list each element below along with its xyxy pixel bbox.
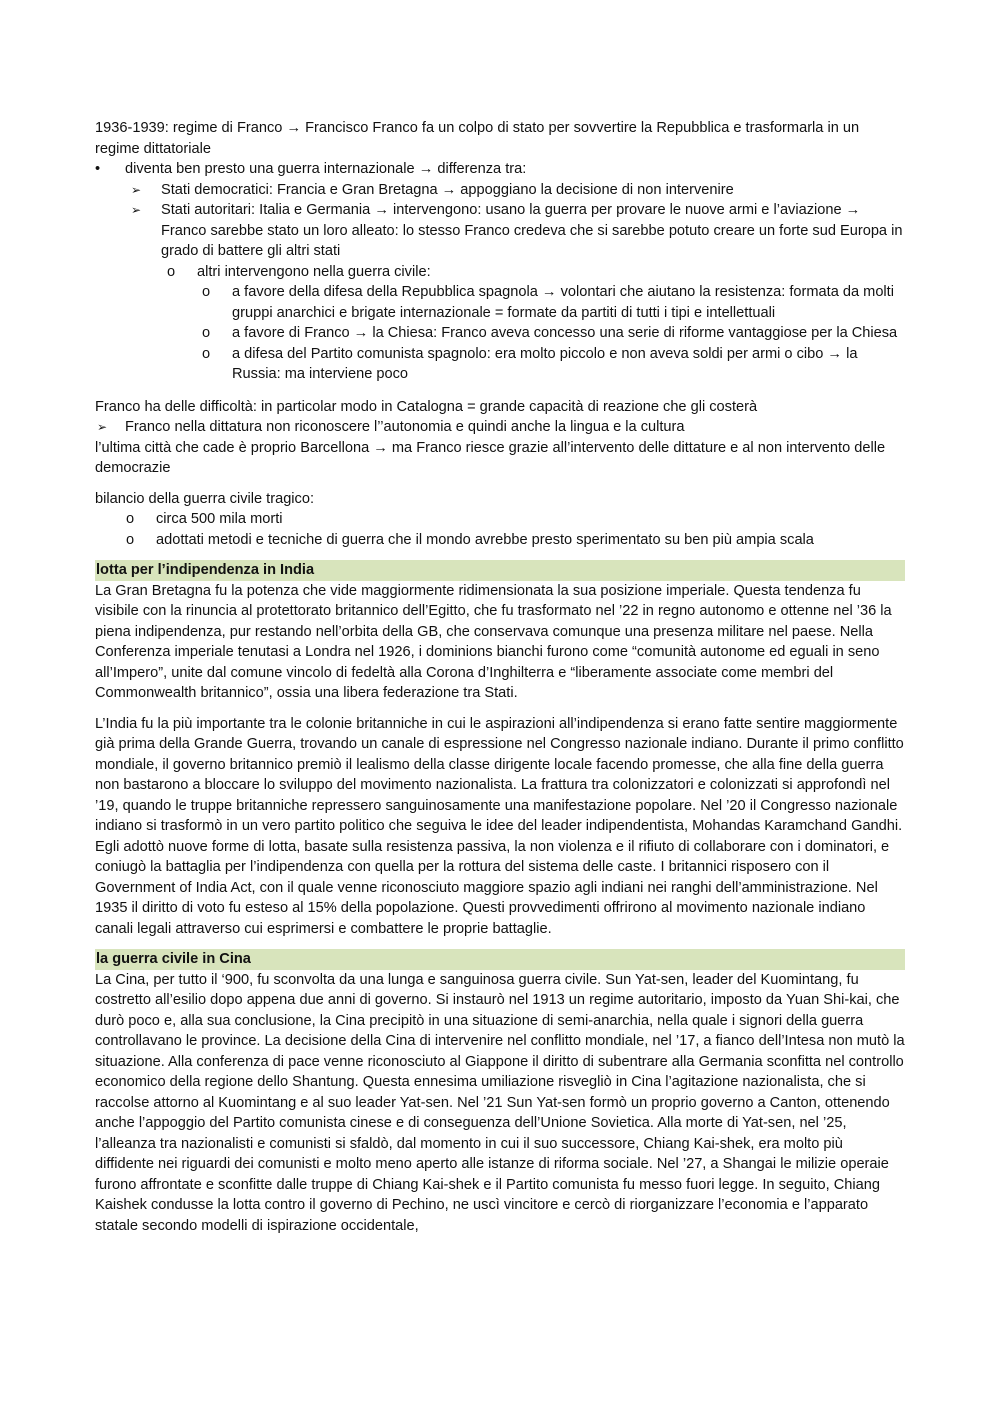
barcellona-paragraph: l’ultima città che cade è proprio Barcellona → ma Franco riesce grazie all’intervento delle dittature e al non intervento delle democrazie [95,439,886,476]
circle-list-item [95,344,905,385]
circle-list-item [95,509,905,530]
circle-bullet-icon: o [126,531,135,548]
arrowhead-bullet-icon: ➢ [131,182,142,197]
list-item-text: Stati democratici: Francia e Gran Bretagna → appoggiano la decisione di non intervenire [161,181,734,198]
circle-bullet-icon: o [167,263,176,280]
circle-bullet-icon: o [126,511,135,527]
list-item-text: a difesa del Partito comunista spagnolo: era molto piccolo e non aveva soldi per armi o cibo → la Russia: ma interviene poco [232,345,858,382]
arrowhead-bullet-icon: ➢ [97,420,108,434]
india-paragraph-1: La Gran Bretagna fu la potenza che vide maggiormente ridimensionata la sua posizione imperiale. Questa tendenza fu visibile con la rinuncia al protettorato britannico dell’Egitto, che fu trasformato nel ’22 in regno autonomo e ottenne nel ’36 la piena indipendenza, pur restando nell’orbita della GB, che conservava comunque una presenza militare nel paese. Nella Conferenza imperiale tenutasi a Londra nel 1926, i dominions bianchi furono come “comunità autonome ed eguali in seno all’Impero”, unite dal comune vincolo di fedeltà alla Corona d’Inghilterra e “liberamente associate come membri del Commonwealth britannico”, ossia una libera federazione tra Stati. [95,582,892,701]
list-item-text: a favore della difesa della Repubblica spagnola → volontari che aiutano la resistenza: formata da molti gruppi anarchici e brigate internazionale = formate da partiti di tutti i tipi e intellettuali [232,284,894,321]
circle-list-item [95,530,905,551]
document-page [95,118,905,1236]
list-item-text: adottati metodi e tecniche di guerra che il mondo avrebbe presto sperimentato su ben più ampia scala [156,531,814,548]
arrow-list-item [95,180,905,201]
section-heading-india: lotta per l’indipendenza in India [95,560,905,581]
intro-paragraph: 1936-1939: regime di Franco → Francisco Franco fa un colpo di stato per sovvertire la Repubblica e trasformarla in un regime dittatoriale [95,120,860,157]
list-item-text: Franco nella dittatura non riconoscere l’’autonomia e quindi anche la lingua e la cultura [125,419,685,435]
catalogna-paragraph: Franco ha delle difficoltà: in particolar modo in Catalogna = grande capacità di reazione che gli costerà [95,398,758,415]
bullet-dot-icon: • [95,161,101,177]
list-item-text: a favore di Franco → la Chiesa: Franco aveva concesso una serie di riforme vantaggiose per la Chiesa [232,325,898,341]
cina-paragraph-1: La Cina, per tutto il ‘900, fu sconvolta da una lunga e sanguinosa guerra civile. Sun Yat-sen, leader del Kuomintang, fu costretto all’esilio dopo appena due anni di governo. Si instaurò nel 1913 un regime autoritario, imposto da Yuan Shi-kai, che durò poco e, alla sua conclusione, la Cina precipitò in una situazione di semi-anarchia, nella quale i signori della guerra controllavano le province. La decisione della Cina di intervenire nel conflitto mondiale, nel ’17, a fianco dell’Intesa non mutò la situazione. Alla conferenza di pace venne riconosciuto al Giappone il diritto di subentrare alla Germania sconfitta nel controllo economico della regione dello Shantung. Questa ennesima umiliazione risvegliò in Cina l’agitazione nazionalista, che si raccolse attorno al Kuomintang e al suo leader Yat-sen. Nel ’21 Sun Yat-sen formò un proprio governo a Canton, ottenendo anche l’appoggio del Partito comunista cinese e di conseguenza dell’Unione Sovietica. Alla morte di Yat-sen, nel ’25, l’alleanza tra nazionalisti e comunisti si sfaldò, dal momento in cui il suo successore, Chiang Kai-shek, era molto più diffidente nei riguardi dei comunisti e molto meno aperto alle istanze di riforma sociale. Nel ’27, a Shangai le milizie operaie furono affrontate e sconfitte dalle truppe di Chiang Kai-shek e il Partito comunista fu messo fuori legge. In seguito, Chiang Kaishek condusse la lotta contro il governo di Pechino, ne uscì vincitore e cercò di riorganizzare l’economia e l’apparato statale secondo modelli di ispirazione occidentale, [95,971,905,1234]
arrowhead-bullet-icon: ➢ [131,203,142,217]
bullet-text: diventa ben presto una guerra internazionale → differenza tra: [125,161,527,177]
circle-list-item [95,282,905,323]
circle-bullet-icon: o [202,284,211,300]
circle-list-item [95,262,905,283]
list-item-text: circa 500 mila morti [156,511,283,527]
bilancio-paragraph: bilancio della guerra civile tragico: [95,490,315,507]
section-heading-cina: la guerra civile in Cina [95,949,905,970]
circle-bullet-icon: o [202,325,211,341]
list-item-text: Stati autoritari: Italia e Germania → intervengono: usano la guerra per provare le nuove armi e l’aviazione → Franco sarebbe stato un loro alleato: lo stesso Franco credeva che si sarebbe potuto creare un forte sud Europa in grado di battere gli altri stati [161,202,903,259]
circle-bullet-icon: o [202,345,211,362]
arrow-list-item [95,417,905,438]
arrow-list-item [95,200,905,262]
bullet-item [95,159,905,180]
list-item-text: altri intervengono nella guerra civile: [197,263,431,280]
india-paragraph-2: L’India fu la più importante tra le colonie britanniche in cui le aspirazioni all’indipendenza si erano fatte sentire maggiormente già prima della Grande Guerra, trovando un canale di espressione nel Congresso nazionale indiano. Durante il primo conflitto mondiale, il governo britannico premiò il lealismo della classe dirigente locale facendo promesse, che alla fine della guerra non bastarono a bloccare lo sviluppo del movimento nazionalista. La frattura tra colonizzatori e colonizzati si approfondì nel ’19, quando le truppe britanniche repressero sanguinosamente una manifestazione popolare. Nel ’20 il Congresso nazionale indiano si trasformò in un vero partito politico che seguiva le idee del leader indipendentista, Mohandas Karamchand Gandhi. Egli adottò nuove forme di lotta, basate sulla resistenza passiva, la non violenza e il rifiuto di collaborare con i dominatori, e coniugò la battaglia per l’indipendenza con quella per la rottura del sistema delle caste. I britannici risposero con il Government of India Act, con il quale venne riconosciuto maggiore spazio agli indiani nei ranghi dell’amministrazione. Nel 1935 il diritto di voto fu esteso al 15% della popolazione. Questi provvedimenti offrirono al movimento nazionale indiano canali legali attraverso cui esprimersi e combattere le proprie battaglie. [95,715,904,937]
circle-list-item [95,323,905,344]
